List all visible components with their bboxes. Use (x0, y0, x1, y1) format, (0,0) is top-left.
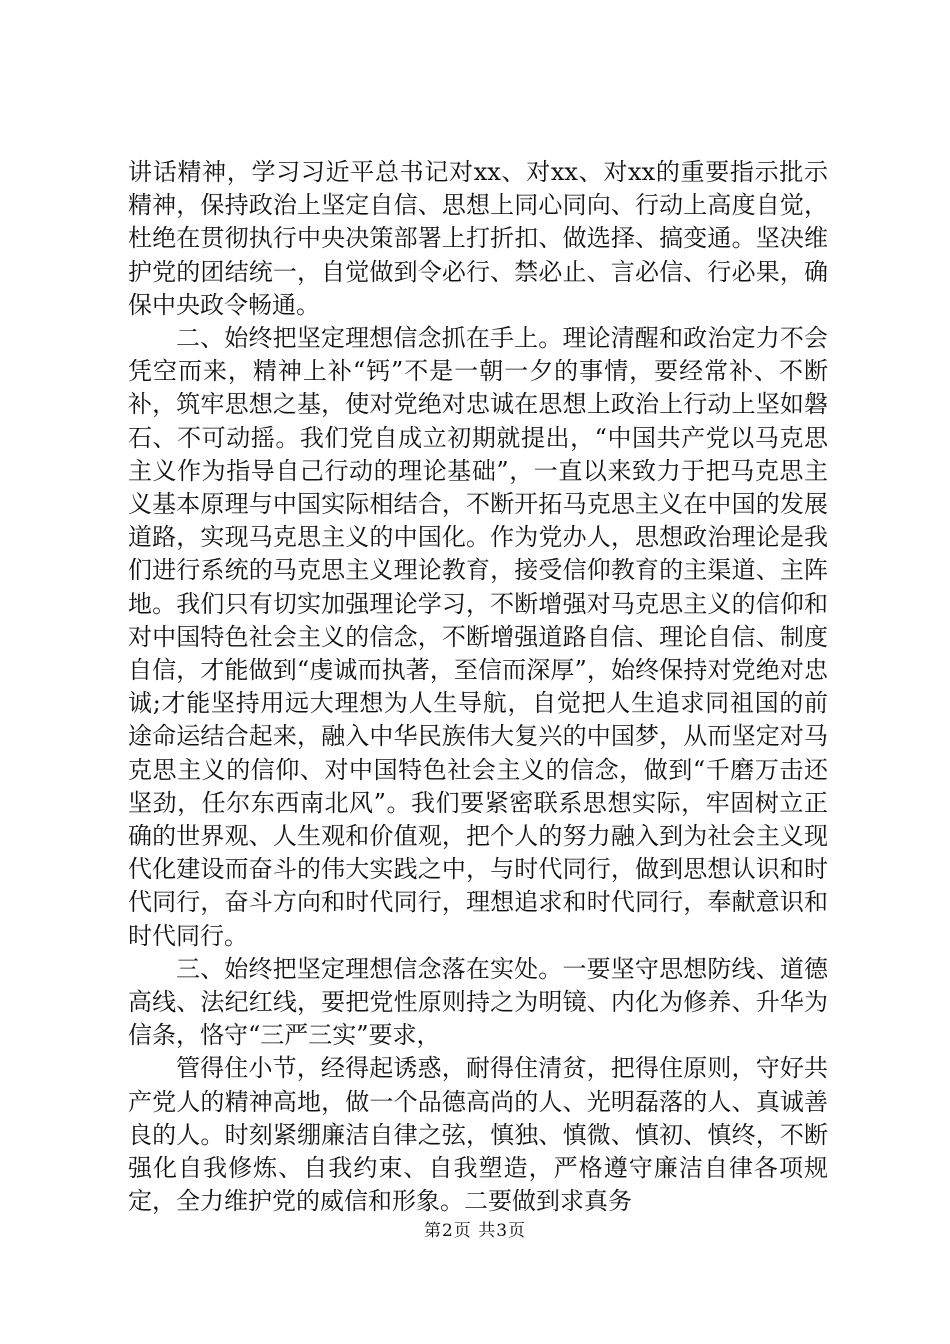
paragraph-4: 管得住小节，经得起诱惑，耐得住清贫，把得住原则，守好共产党人的精神高地，做一个品德高尚的人、光明磊落的人、真诚善良的人。时刻紧绷廉洁自律之弦，慎独、慎微、慎初、慎终，不断强化自我修炼、自我约束、自我塑造，严格遵守廉洁自律各项规定，全力维护党的威信和形象。二要做到求真务 (128, 1054, 828, 1216)
paragraph-1: 讲话精神，学习习近平总书记对xx、对xx、对xx的重要指示批示精神，保持政治上坚定自信、思想上同心同向、行动上高度自觉，杜绝在贯彻执行中央决策部署上打折扣、做选择、搞变通。坚决维护党的团结统一，自觉做到令必行、禁必止、言必信、行必果，确保中央政令畅通。 (128, 158, 828, 319)
paragraph-3: 三、始终把坚定理想信念落在实处。一要坚守思想防线、道德高线、法纪红线，要把党性原则持之为明镜、内化为修养、升华为信条，恪守“三严三实”要求， (128, 954, 828, 1050)
document-body (128, 156, 828, 1219)
page-footer: 第2页 共3页 (423, 1221, 527, 1241)
paragraph-2: 二、始终把坚定理想信念抓在手上。理论清醒和政治定力不会凭空而来，精神上补“钙”不是一朝一夕的事情，要经常补、不断补，筑牢思想之基，使对党绝对忠诚在思想上政治上行动上坚如磐石、不可动摇。我们党自成立初期就提出，“中国共产党以马克思主义作为指导自己行动的理论基础”，一直以来致力于把马克思主义基本原理与中国实际相结合，不断开拓马克思主义在中国的发展道路，实现马克思主义的中国化。作为党办人，思想政治理论是我们进行系统的马克思主义理论教育，接受信仰教育的主渠道、主阵地。我们只有切实加强理论学习，不断增强对马克思主义的信仰和对中国特色社会主义的信念，不断增强道路自信、理论自信、制度自信，才能做到“虔诚而执著，至信而深厚”，始终保持对党绝对忠诚;才能坚持用远大理想为人生导航，自觉把人生追求同祖国的前途命运结合起来，融入中华民族伟大复兴的中国梦，从而坚定对马克思主义的信仰、对中国特色社会主义的信念，做到“千磨万击还坚劲，任尔东西南北风”。我们要紧密联系思想实际，牢固树立正确的世界观、人生观和价值观，把个人的努力融入到为社会主义现代化建设而奋斗的伟大实践之中，与时代同行，做到思想认识和时代同行，奋斗方向和时代同行，理想追求和时代同行，奉献意识和时代同行。 (128, 324, 828, 950)
